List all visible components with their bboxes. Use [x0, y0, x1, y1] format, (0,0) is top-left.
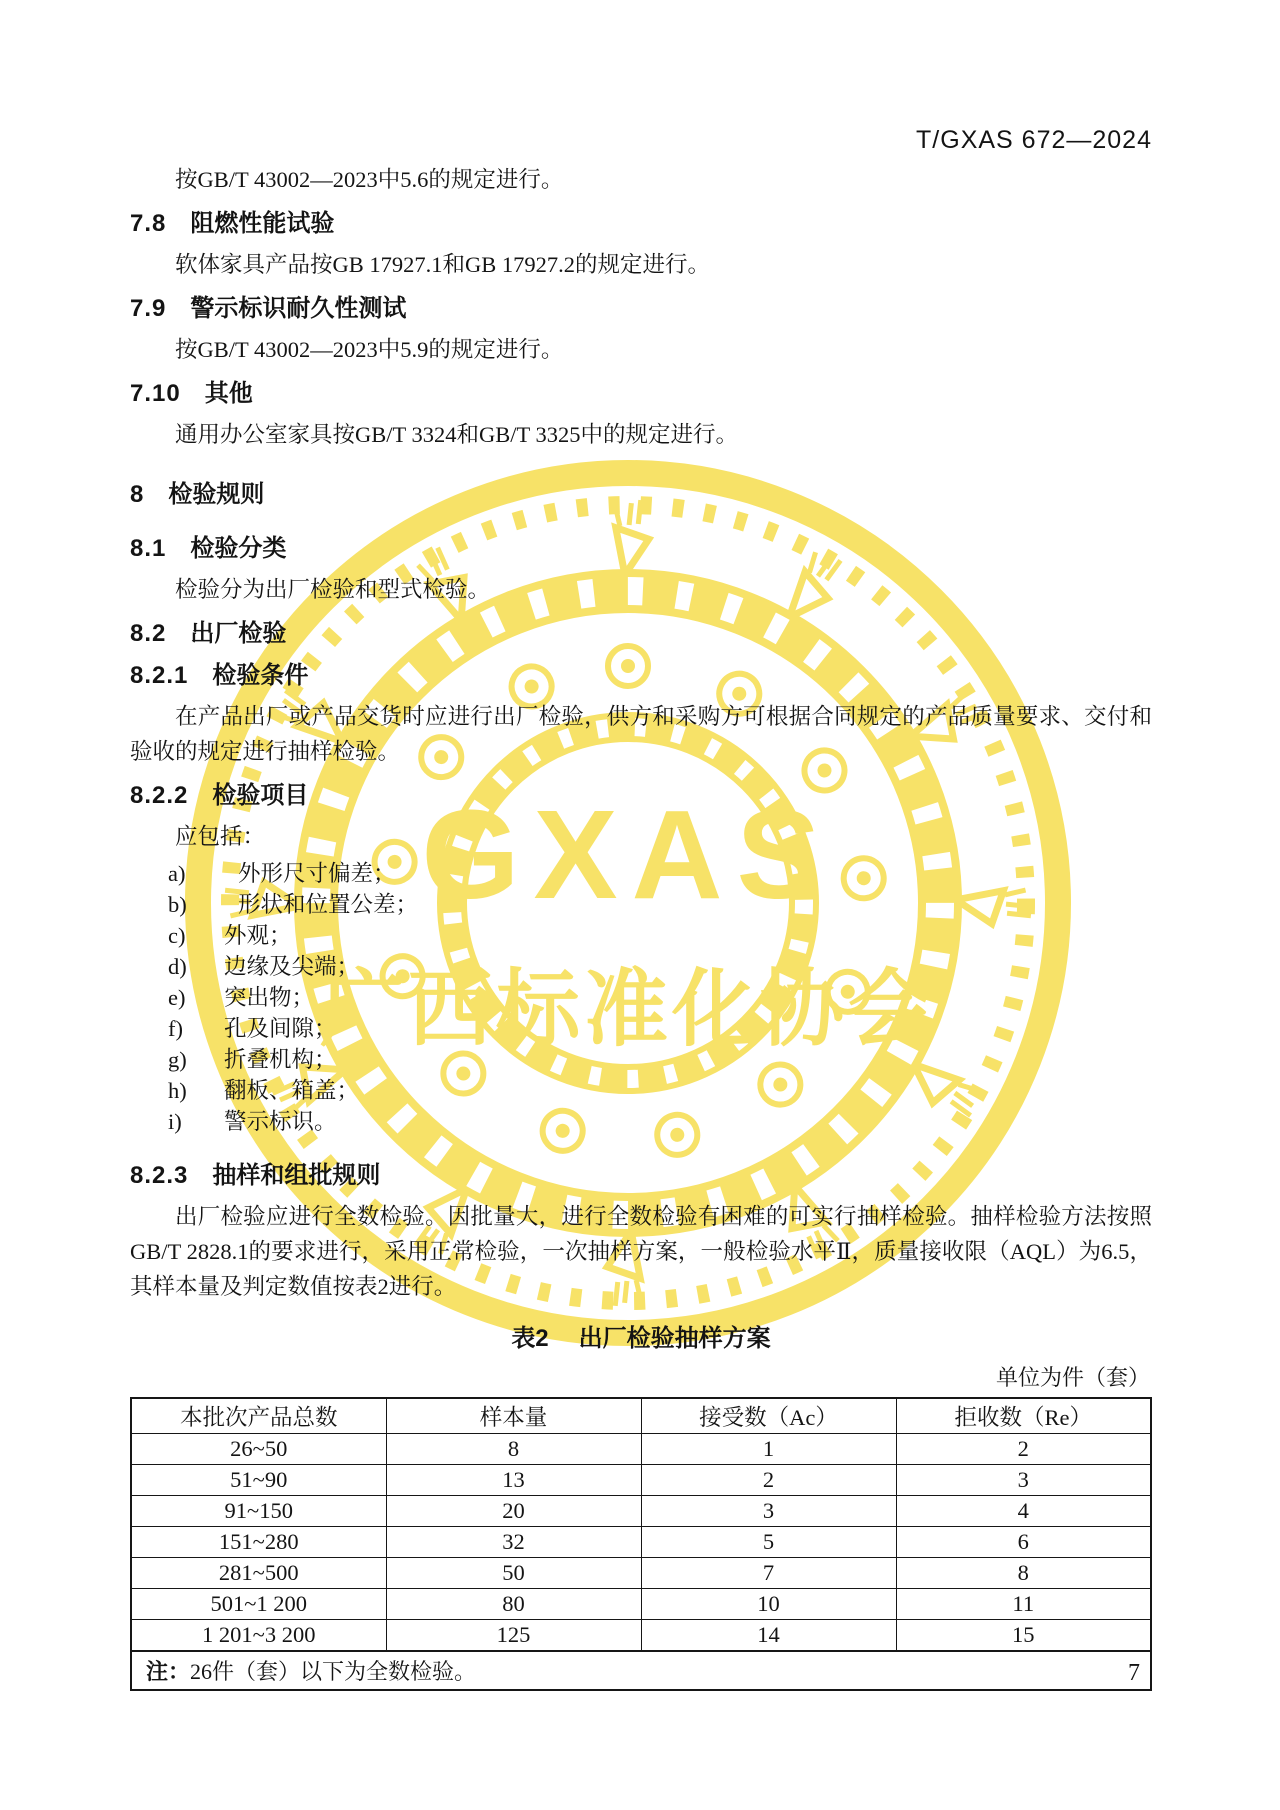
table-cell: 1: [641, 1434, 896, 1465]
clause-number: 8.2: [130, 620, 167, 647]
clause-heading-7-9: [130, 294, 1152, 324]
column-header: 本批次产品总数: [131, 1398, 386, 1434]
clause-title: 警示标识耐久性测试: [190, 295, 407, 322]
page-number: 7: [1128, 1660, 1140, 1686]
table2-caption-label: 表2: [511, 1325, 549, 1352]
list-item: [168, 982, 1152, 1013]
table2-caption-title: 出厂检验抽样方案: [578, 1325, 771, 1352]
paragraph-7-9: 按GB/T 43002—2023中5.9的规定进行。: [175, 337, 564, 362]
clause-number: 7.9: [130, 295, 167, 322]
table-cell: 8: [386, 1434, 641, 1465]
table-header-row: [131, 1398, 1151, 1434]
column-header: 拒收数（Re）: [896, 1398, 1151, 1434]
note-text: 26件（套）以下为全数检验。: [190, 1659, 477, 1684]
table-note-row: [131, 1651, 1151, 1690]
table-cell: 10: [641, 1589, 896, 1620]
clause-title: 出厂检验: [190, 620, 287, 647]
clause-title: 其他: [204, 380, 253, 407]
clause-heading-8-2-2: [130, 781, 1152, 811]
table-cell: 14: [641, 1620, 896, 1652]
paragraph-8-2-1: 在产品出厂或产品交货时应进行出厂检验，供方和采购方可根据合同规定的产品质量要求、交付和验收的规定进行抽样检验。: [130, 704, 1152, 764]
table-row: [131, 1496, 1151, 1527]
paragraph-8-2-3: 出厂检验应进行全数检验。因批量大，进行全数检验有困难的可实行抽样检验。抽样检验方法按照GB/T 2828.1的要求进行，采用正常检验，一次抽样方案，一般检验水平Ⅱ，质量接收限（AQL）为6.5，其样本量及判定数值按表2进行。: [130, 1204, 1152, 1299]
list-item-text: 翻板、箱盖；: [224, 1078, 360, 1103]
list-item: [168, 1013, 1152, 1044]
table-cell: 51~90: [131, 1465, 386, 1496]
standard-code-header: T/GXAS 672—2024: [916, 126, 1152, 154]
list-item-marker: b): [168, 892, 187, 917]
list-item-marker: a): [168, 861, 186, 886]
table2-caption: [130, 1324, 1152, 1354]
list-item-text: 边缘及尖端；: [224, 954, 360, 979]
list-item: [168, 951, 1152, 982]
clause-title: 检验条件: [212, 662, 309, 689]
table-note-cell: [131, 1651, 1151, 1690]
table-cell: 501~1 200: [131, 1589, 386, 1620]
table-cell: 6: [896, 1527, 1151, 1558]
table-cell: 4: [896, 1496, 1151, 1527]
list-item-text: 外观；: [224, 923, 292, 948]
column-header: 接受数（Ac）: [641, 1398, 896, 1434]
list-item-text: 形状和位置公差；: [238, 892, 419, 917]
list-item: [168, 1075, 1152, 1106]
paragraph-5-6-method: 按GB/T 43002—2023中5.6的规定进行。: [175, 167, 564, 192]
clause-number: 7.10: [130, 380, 181, 407]
table-cell: 2: [896, 1434, 1151, 1465]
note-label: 注：: [146, 1659, 191, 1684]
watermark-org-name: 广西标准化协会: [319, 964, 937, 1057]
list-item-text: 外形尺寸偏差；: [238, 861, 396, 886]
table-cell: 3: [641, 1496, 896, 1527]
table-row: [131, 1434, 1151, 1465]
table-cell: 125: [386, 1620, 641, 1652]
clause-number: 8.1: [130, 535, 167, 562]
list-item-text: 孔及间隙；: [224, 1016, 337, 1041]
clause-heading-7-10: [130, 379, 1152, 409]
table-cell: 20: [386, 1496, 641, 1527]
table-cell: 26~50: [131, 1434, 386, 1465]
list-item-text: 警示标识。: [224, 1109, 337, 1134]
table-cell: 50: [386, 1558, 641, 1589]
clause-number: 8: [130, 481, 145, 508]
inspection-item-list: [130, 858, 1152, 1137]
list-item: [168, 1044, 1152, 1075]
clause-title: 检验项目: [212, 782, 309, 809]
clause-heading-7-8: [130, 209, 1152, 239]
clause-title: 抽样和组批规则: [212, 1162, 381, 1189]
table-cell: 5: [641, 1527, 896, 1558]
list-item-text: 折叠机构；: [224, 1047, 337, 1072]
clause-title: 检验规则: [168, 481, 265, 508]
list-item-marker: c): [168, 923, 186, 948]
list-item-marker: e): [168, 985, 186, 1010]
table-row: [131, 1465, 1151, 1496]
clause-title: 阻燃性能试验: [190, 210, 335, 237]
table-cell: 7: [641, 1558, 896, 1589]
table-cell: 11: [896, 1589, 1151, 1620]
list-item-text: 突出物；: [224, 985, 315, 1010]
table-cell: 1 201~3 200: [131, 1620, 386, 1652]
clause-heading-8-2: [130, 619, 1152, 649]
table-cell: 151~280: [131, 1527, 386, 1558]
list-item-marker: i): [168, 1109, 182, 1134]
clause-number: 8.2.3: [130, 1162, 189, 1189]
clause-heading-8-1: [130, 534, 1152, 564]
table-cell: 8: [896, 1558, 1151, 1589]
table-cell: 2: [641, 1465, 896, 1496]
paragraph-8-1: 检验分为出厂检验和型式检验。: [175, 577, 491, 602]
paragraph-checklist-intro: 应包括：: [175, 824, 266, 849]
clause-title: 检验分类: [190, 535, 287, 562]
table-cell: 91~150: [131, 1496, 386, 1527]
clause-heading-8-2-1: [130, 661, 1152, 691]
list-item: [168, 1106, 1152, 1137]
paragraph-7-10: 通用办公室家具按GB/T 3324和GB/T 3325中的规定进行。: [175, 422, 738, 447]
list-item-marker: g): [168, 1047, 187, 1072]
clause-number: 7.8: [130, 210, 167, 237]
table-cell: 3: [896, 1465, 1151, 1496]
table-row: [131, 1589, 1151, 1620]
list-item: [168, 889, 1152, 920]
table-cell: 15: [896, 1620, 1151, 1652]
clause-heading-8: [130, 480, 1152, 510]
watermark-acronym: GXAS: [421, 784, 835, 925]
table-row: [131, 1527, 1151, 1558]
table2-unit-note: 单位为件（套）: [995, 1365, 1150, 1390]
paragraph-7-8: 软体家具产品按GB 17927.1和GB 17927.2的规定进行。: [175, 252, 711, 277]
list-item: [168, 920, 1152, 951]
column-header: 样本量: [386, 1398, 641, 1434]
table-row: [131, 1558, 1151, 1589]
table-cell: 13: [386, 1465, 641, 1496]
table-row: [131, 1620, 1151, 1652]
clause-number: 8.2.1: [130, 662, 189, 689]
clause-number: 8.2.2: [130, 782, 189, 809]
clause-heading-8-2-3: [130, 1161, 1152, 1191]
table-cell: 80: [386, 1589, 641, 1620]
list-item-marker: f): [168, 1016, 183, 1041]
table-cell: 32: [386, 1527, 641, 1558]
list-item-marker: h): [168, 1078, 187, 1103]
table2-sampling-plan: [130, 1397, 1152, 1691]
list-item: [168, 858, 1152, 889]
table-cell: 281~500: [131, 1558, 386, 1589]
list-item-marker: d): [168, 954, 187, 979]
